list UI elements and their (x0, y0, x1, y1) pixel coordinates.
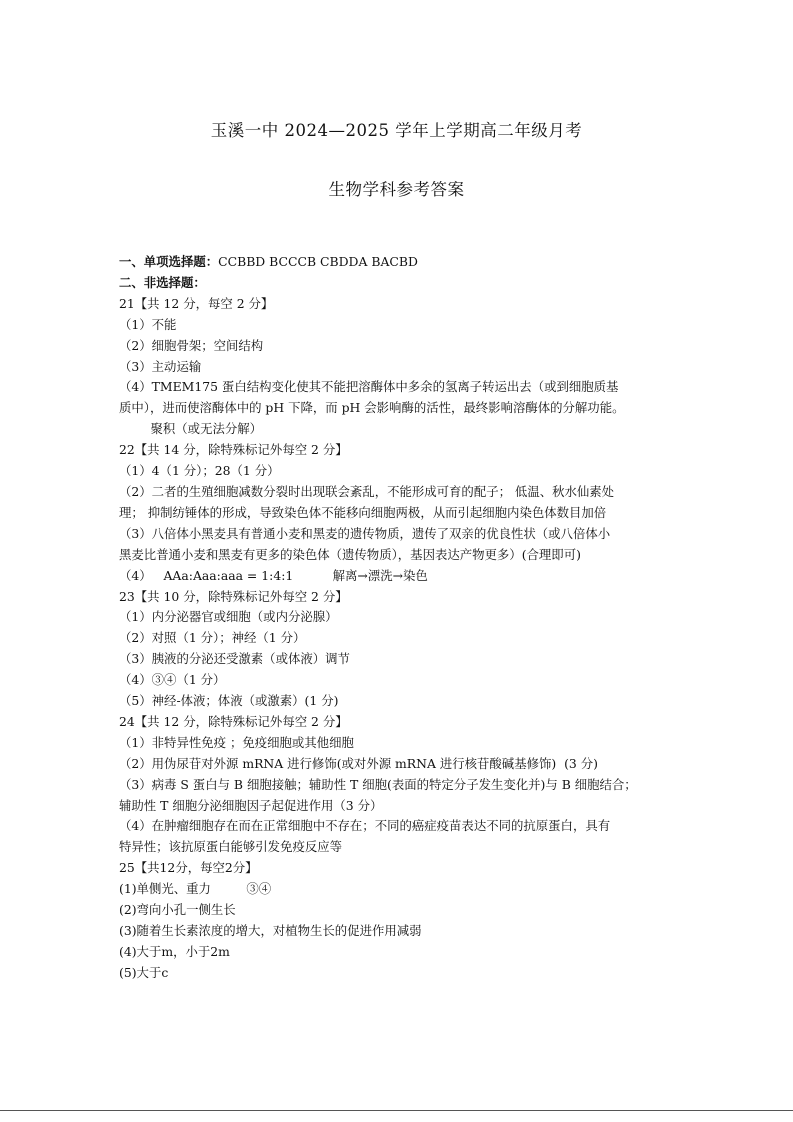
answer-line: （2）二者的生殖细胞减数分裂时出现联会紊乱，不能形成可育的配子； 低温、秋水仙素处 (119, 483, 615, 499)
answer-line: （2）对照（1 分）；神经（1 分） (119, 630, 306, 646)
page-bottom-rule (0, 1110, 793, 1111)
question-heading-21: 21【共 12 分，每空 2 分】 (119, 295, 274, 311)
answer-line: （4） AAa:Aaa:aaa = 1:4:1 解离→漂洗→染色 (119, 567, 428, 583)
question-heading-22: 22【共 14 分，除特殊标记外每空 2 分】 (119, 442, 348, 458)
answer-line: （4）③④（1 分） (119, 672, 226, 688)
answer-line: （5）神经-体液；体液（或激素）(1 分) (119, 693, 339, 709)
answer-line: （1）不能 (119, 316, 177, 332)
answer-line: 理； 抑制纺锤体的形成，导致染色体不能移向细胞两极，从而引起细胞内染色体数目加倍 (119, 504, 607, 520)
section-heading-label: 一、单项选择题： (119, 254, 219, 269)
answer-content (119, 252, 689, 984)
answer-line: （2）用伪尿苷对外源 mRNA 进行修饰(或对外源 mRNA 进行核苷酸碱基修饰) (3 分) (119, 755, 598, 771)
answer-line: 特异性；该抗原蛋白能够引发免疫反应等 (119, 839, 343, 855)
multiple-choice-answers: CCBBD BCCCB CBDDA BACBD (218, 254, 418, 269)
answer-line: (2)弯向小孔一侧生长 (119, 902, 236, 918)
answer-line: (1)单侧光、重力 ③④ (119, 881, 272, 897)
question-heading-25: 25【共12分，每空2分】 (119, 860, 258, 876)
answer-line: 辅助性 T 细胞分泌细胞因子起促进作用（3 分） (119, 797, 383, 813)
answer-line: 聚积（或无法分解） (119, 421, 263, 437)
answer-line: (4)大于m，小于2m (119, 943, 230, 959)
section-heading-multiple-choice (119, 252, 689, 273)
question-heading-23: 23【共 10 分，除特殊标记外每空 2 分】 (119, 588, 348, 604)
answer-line: (3)随着生长素浓度的增大，对植物生长的促进作用减弱 (119, 923, 422, 938)
question-heading-24: 24【共 12 分，除特殊标记外每空 2 分】 (119, 713, 348, 729)
answer-line: （1）内分泌器官或细胞（或内分泌腺） (119, 609, 338, 625)
document-title: 玉溪一中 2024—2025 学年上学期高二年级月考 (210, 121, 583, 140)
section-heading-non-choice: 二、非选择题： (119, 274, 206, 290)
answer-line: （1）非特异性免疫 ；免疫细胞或其他细胞 (119, 734, 354, 750)
answer-line: （3）胰液的分泌还受激素（或体液）调节 (119, 651, 350, 667)
answer-line: （2）细胞骨架；空间结构 (119, 337, 264, 353)
document-subtitle: 生物学科参考答案 (328, 180, 465, 199)
answer-line: （3）主动运输 (119, 358, 202, 374)
answer-line: 质中），进而使溶酶体中的 pH 下降，而 pH 会影响酶的活性，最终影响溶酶体的分解功能。 (119, 400, 625, 416)
answer-line: （3）八倍体小黑麦具有普通小麦和黑麦的遗传物质，遗传了双亲的优良性状（或八倍体小 (119, 525, 611, 541)
answer-line: （3）病毒 S 蛋白与 B 细胞接触；辅助性 T 细胞(表面的特定分子发生变化并)与 B 细胞结合； (119, 776, 637, 792)
answer-line: 黑麦比普通小麦和黑麦有更多的染色体（遗传物质），基因表达产物更多）(合理即可) (119, 546, 581, 562)
answer-line: (5)大于c (119, 964, 169, 980)
answer-line: （4）TMEM175 蛋白结构变化使其不能把溶酶体中多余的氢离子转运出去（或到细胞质基 (119, 379, 619, 395)
answer-line: （1）4（1 分）；28（1 分） (119, 463, 280, 479)
answer-line: （4）在肿瘤细胞存在而在正常细胞中不存在；不同的癌症疫苗表达不同的抗原蛋白，具有 (119, 818, 611, 834)
